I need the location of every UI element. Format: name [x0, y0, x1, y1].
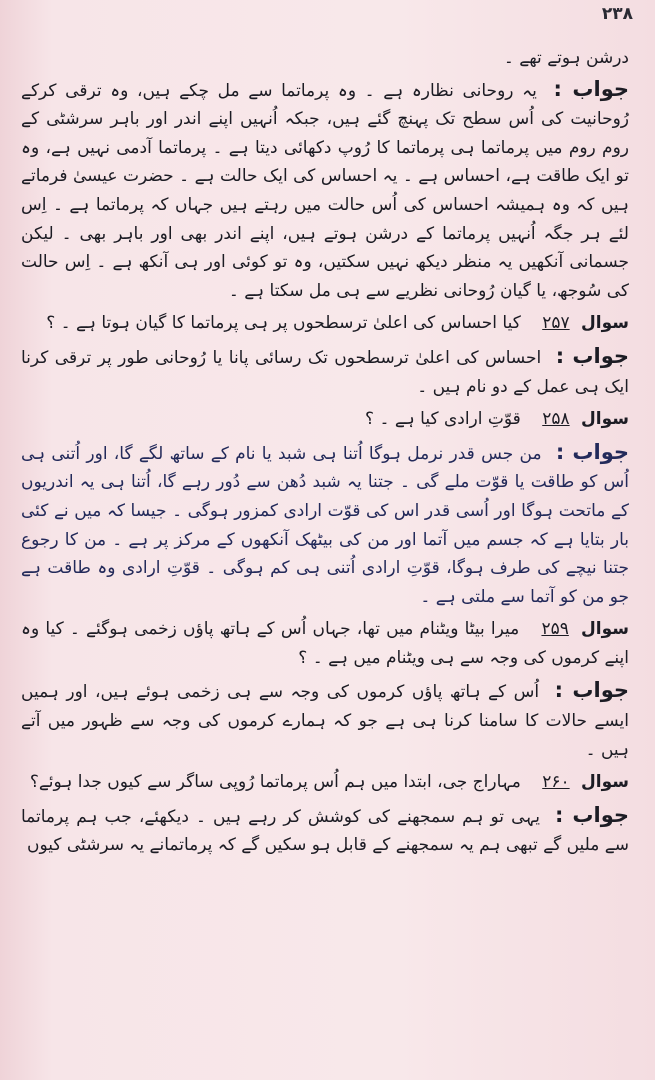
question-label: سوال — [581, 313, 629, 334]
answer-text: یہی تو ہم سمجھنے کی کوشش کر رہے ہیں ۔ دیکھئے، جب ہم پرماتما سے ملیں گے تبھی ہم یہ سمجھنے کے قابل ہو سکیں گے کہ پرماتمانے یہ سرشٹی کیوں — [21, 806, 629, 856]
answer-label: جواب : — [555, 439, 629, 464]
answer-block — [21, 801, 629, 860]
question-block — [21, 309, 629, 338]
question-text: مہاراج جی، ابتدا میں ہم اُس پرماتما رُوپی ساگر سے کیوں جدا ہوئے؟ — [29, 772, 521, 793]
question-text: کیا احساس کی اعلیٰ ترسطحوں پر ہی پرماتما کا گیان ہوتا ہے ۔ ؟ — [46, 313, 521, 334]
answer-text: اُس کے ہاتھ پاؤں کرموں کی وجہ سے ہی زخمی ہوئے ہیں، اور ہمیں ایسے حالات کا سامنا کرنا ہی ہے جو کہ ہمارے کرموں کی وجہ سے ظہور میں آتے ہیں ۔ — [21, 682, 629, 760]
question-number: ۲۵۹ — [541, 619, 569, 640]
answer-label: جواب : — [554, 678, 630, 703]
question-label: سوال — [581, 409, 629, 430]
question-block — [21, 615, 629, 672]
question-text: میرا بیٹا ویٹنام میں تھا، جہاں اُس کے ہاتھ پاؤں زخمی ہوگئے ۔ کیا وہ اپنے کرموں کی وجہ سے ہی ویٹنام میں ہے ۔ ؟ — [21, 619, 629, 668]
answer-block — [21, 75, 629, 306]
answer-block — [21, 676, 629, 764]
answer-text: احساس کی اعلیٰ ترسطحوں تک رسائی پانا یا رُوحانی طور پر ترقی کرنا ایک ہی عمل کے دو نام ہیں ۔ — [21, 347, 629, 397]
answer-label: جواب : — [555, 343, 629, 368]
question-number: ۲۶۰ — [542, 772, 570, 793]
answer-label: جواب : — [553, 76, 630, 101]
question-text: قوّتِ ارادی کیا ہے ۔ ؟ — [365, 409, 521, 430]
question-number: ۲۵۸ — [542, 409, 570, 430]
page-number: ۲۳۸ — [601, 4, 633, 24]
opening-line — [21, 44, 629, 73]
answer-label: جواب : — [555, 802, 629, 827]
question-block — [21, 405, 629, 434]
answer-text: یہ روحانی نظارہ ہے ۔ وہ پرماتما سے مل چکے ہیں، وہ ترقی کرکے رُوحانیت کی اُس سطح تک پہنچ گئے ہیں، جبکہ اُنہیں اپنے اندر اور باہر سرشٹی کے روم روم میں پرماتما ہی پرماتما کا رُوپ دکھائی دیتا ہے ۔ پرماتما آدمی نہیں ہے، وہ تو ایک طاقت ہے، احساس ہے ۔ یہ احساس کی ایک حالت ہے ۔ حضرت عیسیٰ فرماتے ہیں کہ وہ ہمیشہ احساس کی اُس حالت میں رہتے ہیں جہاں کہ پرماتما ہے ۔ اِس لئے ہر جگہ اُنہیں پرماتما کے درشن ہوتے ہیں، اپنے اندر بھی اور باہر بھی ۔ لیکن جسمانی آنکھیں یہ منظر دیکھ نہیں سکتیں، وہ تو کوئی اور ہی آنکھ ہے ۔ اِس حالت کی سُوجھ، یا گیان رُوحانی نظریے سے ہی مل سکتا ہے ۔ — [21, 80, 629, 301]
question-block — [21, 768, 629, 797]
question-label: سوال — [581, 619, 629, 640]
answer-block — [21, 438, 629, 612]
answer-text: من جس قدر نرمل ہوگا اُتنا ہی شبد یا نام کے ساتھ لگے گا، اور اُتنی ہی اُس کو طاقت یا قوّت ملے گی ۔ جتنا یہ شبد دُھن سے دُور رہے گا، اُتنا ہی یہ اندریوں کے ماتحت ہوگا اور اُسی قدر اس کی قوّت ارادی کمزور ہوگی ۔ جیسا کہ میں نے کئی بار بتایا ہے کہ جسم میں آتما اور من کی بیٹھک آنکھوں کے مرکز پر ہے ۔ من کا رجوع جتنا نیچے کی طرف ہوگا، قوّتِ ارادی اُتنی ہی کم ہوگی ۔ قوّتِ ارادی وہ طاقت ہے جو من کو آتما سے ملتی ہے ۔ — [21, 443, 629, 607]
question-number: ۲۵۷ — [542, 313, 570, 334]
question-label: سوال — [581, 772, 629, 793]
page-body — [21, 44, 629, 864]
answer-block — [21, 342, 629, 401]
opening-line-text: درشن ہوتے تھے ۔ — [503, 48, 629, 68]
